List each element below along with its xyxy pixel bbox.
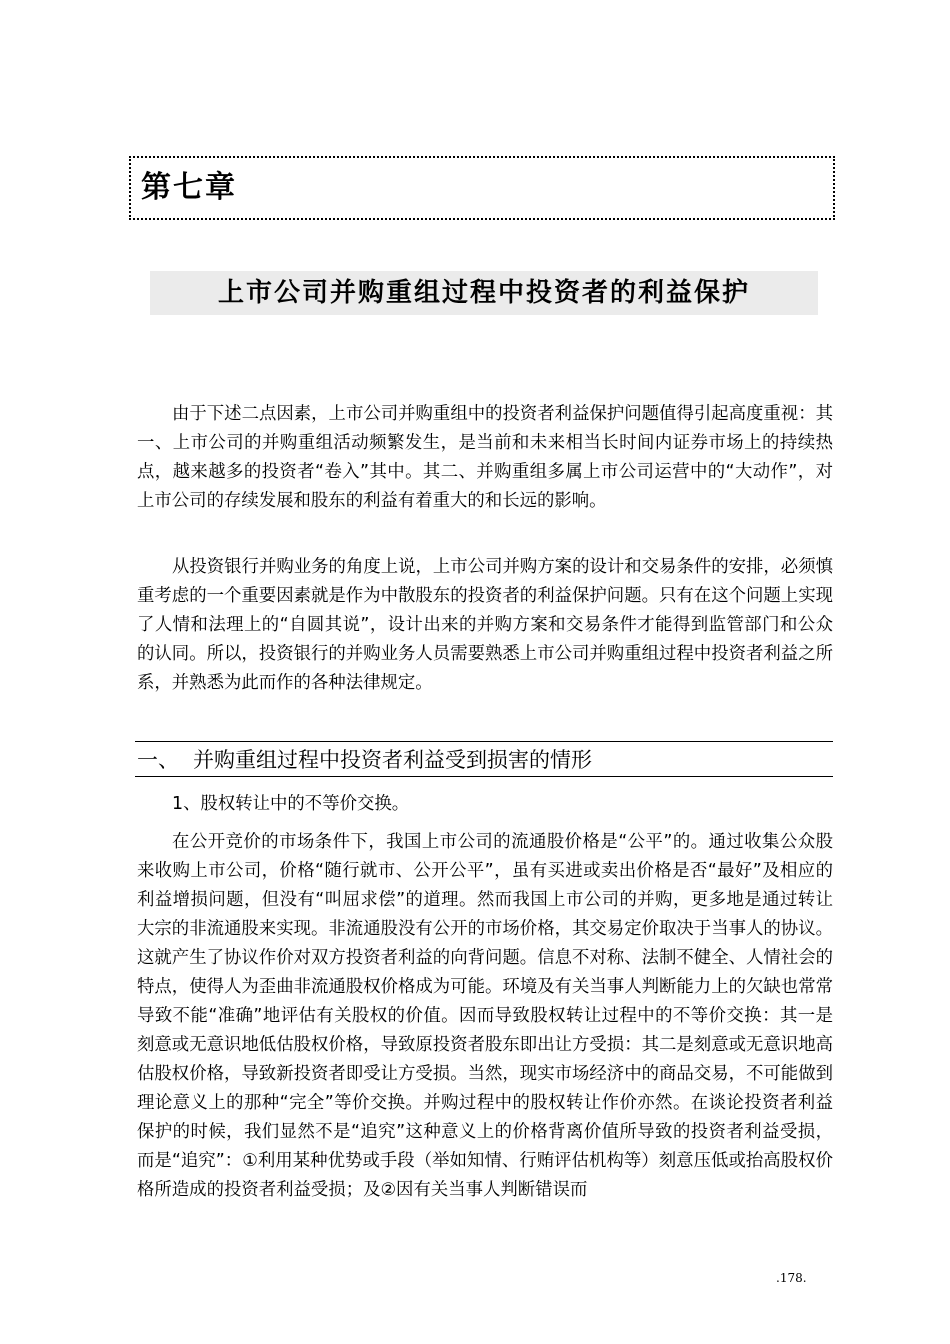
intro-paragraph-1: 由于下述二点因素，上市公司并购重组中的投资者利益保护问题值得引起高度重视：其一、上市公司的并购重组活动频繁发生，是当前和未来相当长时间内证券市场上的持续热点，越来越多的投资者“卷入”其中。其二、并购重组多属上市公司运营中的“大动作”，对上市公司的存续发展和股东的利益有着重大的和长远的影响。 [137,404,833,511]
chapter-box [129,156,835,220]
section-body-paragraph: 在公开竞价的市场条件下，我国上市公司的流通股价格是“公平”的。通过收集公众股来收购上市公司，价格“随行就市、公开公平”，虽有买进或卖出价格是否“最好”及相应的利益增损问题，但没有“叫屈求偿”的道理。然而我国上市公司的并购，更多地是通过转让大宗的非流通股来实现。非流通股没有公开的市场价格，其交易定价取决于当事人的协议。这就产生了协议作价对双方投资者利益的向背问题。信息不对称、法制不健全、人情社会的特点，使得人为歪曲非流通股权价格成为可能。环境及有关当事人判断能力上的欠缺也常常导致不能“准确”地评估有关股权的价值。因而导致股权转让过程中的不等价交换：其一是刻意或无意识地低估股权价格，导致原投资者股东即出让方受损：其二是刻意或无意识地高估股权价格，导致新投资者即受让方受损。当然，现实市场经济中的商品交易，不可能做到理论意义上的那种“完全”等价交换。并购过程中的股权转让作价亦然。在谈论投资者利益保护的时候，我们显然不是“追究”这种意义上的价格背离价值所导致的投资者利益受损，而是“追究”：①利用某种优势或手段（举如知情、行贿评估机构等）刻意压低或抬高股权价格所造成的投资者利益受损；及②因有关当事人判断错误而 [137,832,833,1200]
section-number: 一、 [137,748,179,772]
chapter-label: 第七章 [141,170,237,205]
section-heading [137,745,592,775]
subsection-heading: 1、股权转让中的不等价交换。 [172,794,410,814]
page-number: .178. [776,1271,807,1285]
intro-paragraph-2: 从投资银行并购业务的角度上说，上市公司并购方案的设计和交易条件的安排，必须慎重考虑的一个重要因素就是作为中散股东的投资者的利益保护问题。只有在这个问题上实现了人情和法理上的“自圆其说”，设计出来的并购方案和交易条件才能得到监管部门和公众的认同。所以，投资银行的并购业务人员需要熟悉上市公司并购重组过程中投资者利益之所系，并熟悉为此而作的各种法律规定。 [137,557,833,693]
section-rule-bottom [135,776,833,777]
section-heading-text: 并购重组过程中投资者利益受到损害的情形 [193,748,592,772]
document-title: 上市公司并购重组过程中投资者的利益保护 [150,271,818,315]
section-rule-top [135,741,833,742]
